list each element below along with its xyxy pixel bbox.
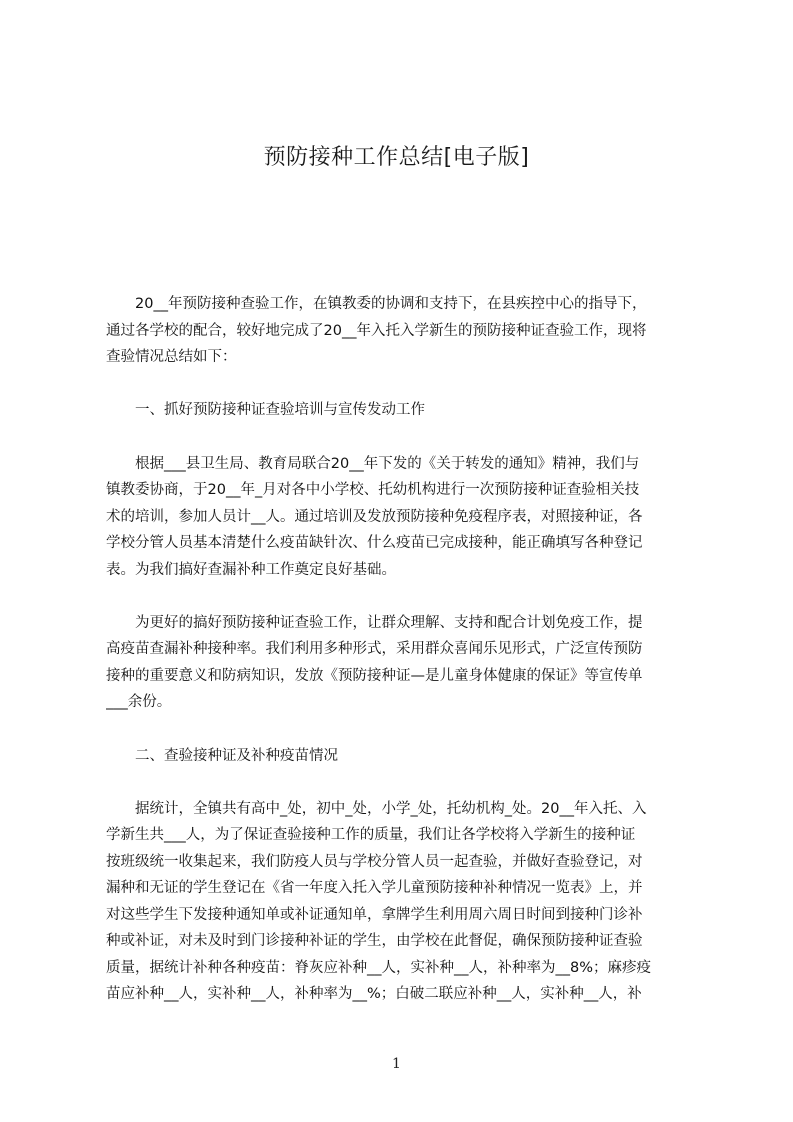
page-number: 1	[392, 1056, 401, 1072]
paragraph-line: 接种的重要意义和防病知识，发放《预防接种证—是儿童身体健康的保证》等宣传单	[106, 668, 643, 684]
paragraph-line: 苗应补种__人，实补种__人，补种率为__%；白破二联应补种__人，实补种__人，补	[106, 986, 642, 1002]
paragraph-line: 漏种和无证的学生登记在《省一年度入托入学儿童预防接种补种情况一览表》上，并	[106, 880, 643, 896]
paragraph-line: 高疫苗查漏补种接种率。我们利用多种形式，采用群众喜闻乐见形式，广泛宣传预防	[106, 641, 643, 657]
section-heading: 一、抓好预防接种证查验培训与宣传发动工作	[106, 402, 425, 418]
paragraph-line: 对这些学生下发接种通知单或补证通知单，拿牌学生利用周六周日时间到接种门诊补	[106, 907, 643, 923]
paragraph-line: 据统计，全镇共有高中_处，初中_处，小学_处，托幼机构_处。20__年入托、入	[106, 801, 647, 817]
paragraph-line: 表。为我们搞好查漏补种工作奠定良好基础。	[106, 562, 396, 578]
paragraph-line: 镇教委协商，于20__年_月对各中小学校、托幼机构进行一次预防接种证查验相关技	[106, 482, 640, 498]
paragraph-line: 质量，据统计补种各种疫苗：脊灰应补种__人，实补种__人，补种率为__8%；麻疹疫	[106, 960, 652, 976]
document-title: 预防接种工作总结[电子版]	[263, 145, 530, 170]
section-heading: 二、查验接种证及补种疫苗情况	[106, 748, 338, 764]
paragraph-line: 学校分管人员基本清楚什么疫苗缺针次、什么疫苗已完成接种，能正确填写各种登记	[106, 535, 643, 551]
paragraph-line: 查验情况总结如下：	[106, 349, 237, 365]
paragraph-line: 术的培训，参加人员计__人。通过培训及发放预防接种免疫程序表，对照接种证，各	[106, 509, 643, 525]
paragraph-line: 为更好的搞好预防接种证查验工作，让群众理解、支持和配合计划免疫工作，提	[106, 615, 643, 631]
paragraph-line: 通过各学校的配合，较好地完成了20__年入托入学新生的预防接种证查验工作，现将	[106, 323, 647, 339]
paragraph-line: 种或补证，对未及时到门诊接种补证的学生，由学校在此督促，确保预防接种证查验	[106, 933, 643, 949]
paragraph-line: 学新生共___人，为了保证查验接种工作的质量，我们让各学校将入学新生的接种证	[106, 827, 636, 843]
paragraph-line: 20__年预防接种查验工作，在镇教委的协调和支持下，在县疾控中心的指导下，	[106, 296, 647, 312]
paragraph-line: 根据___县卫生局、教育局联合20__年下发的《关于转发的通知》精神，我们与	[106, 456, 640, 472]
paragraph-line: 按班级统一收集起来，我们防疫人员与学校分管人员一起查验，并做好查验登记，对	[106, 854, 643, 870]
paragraph-line: ___余份。	[106, 694, 172, 710]
